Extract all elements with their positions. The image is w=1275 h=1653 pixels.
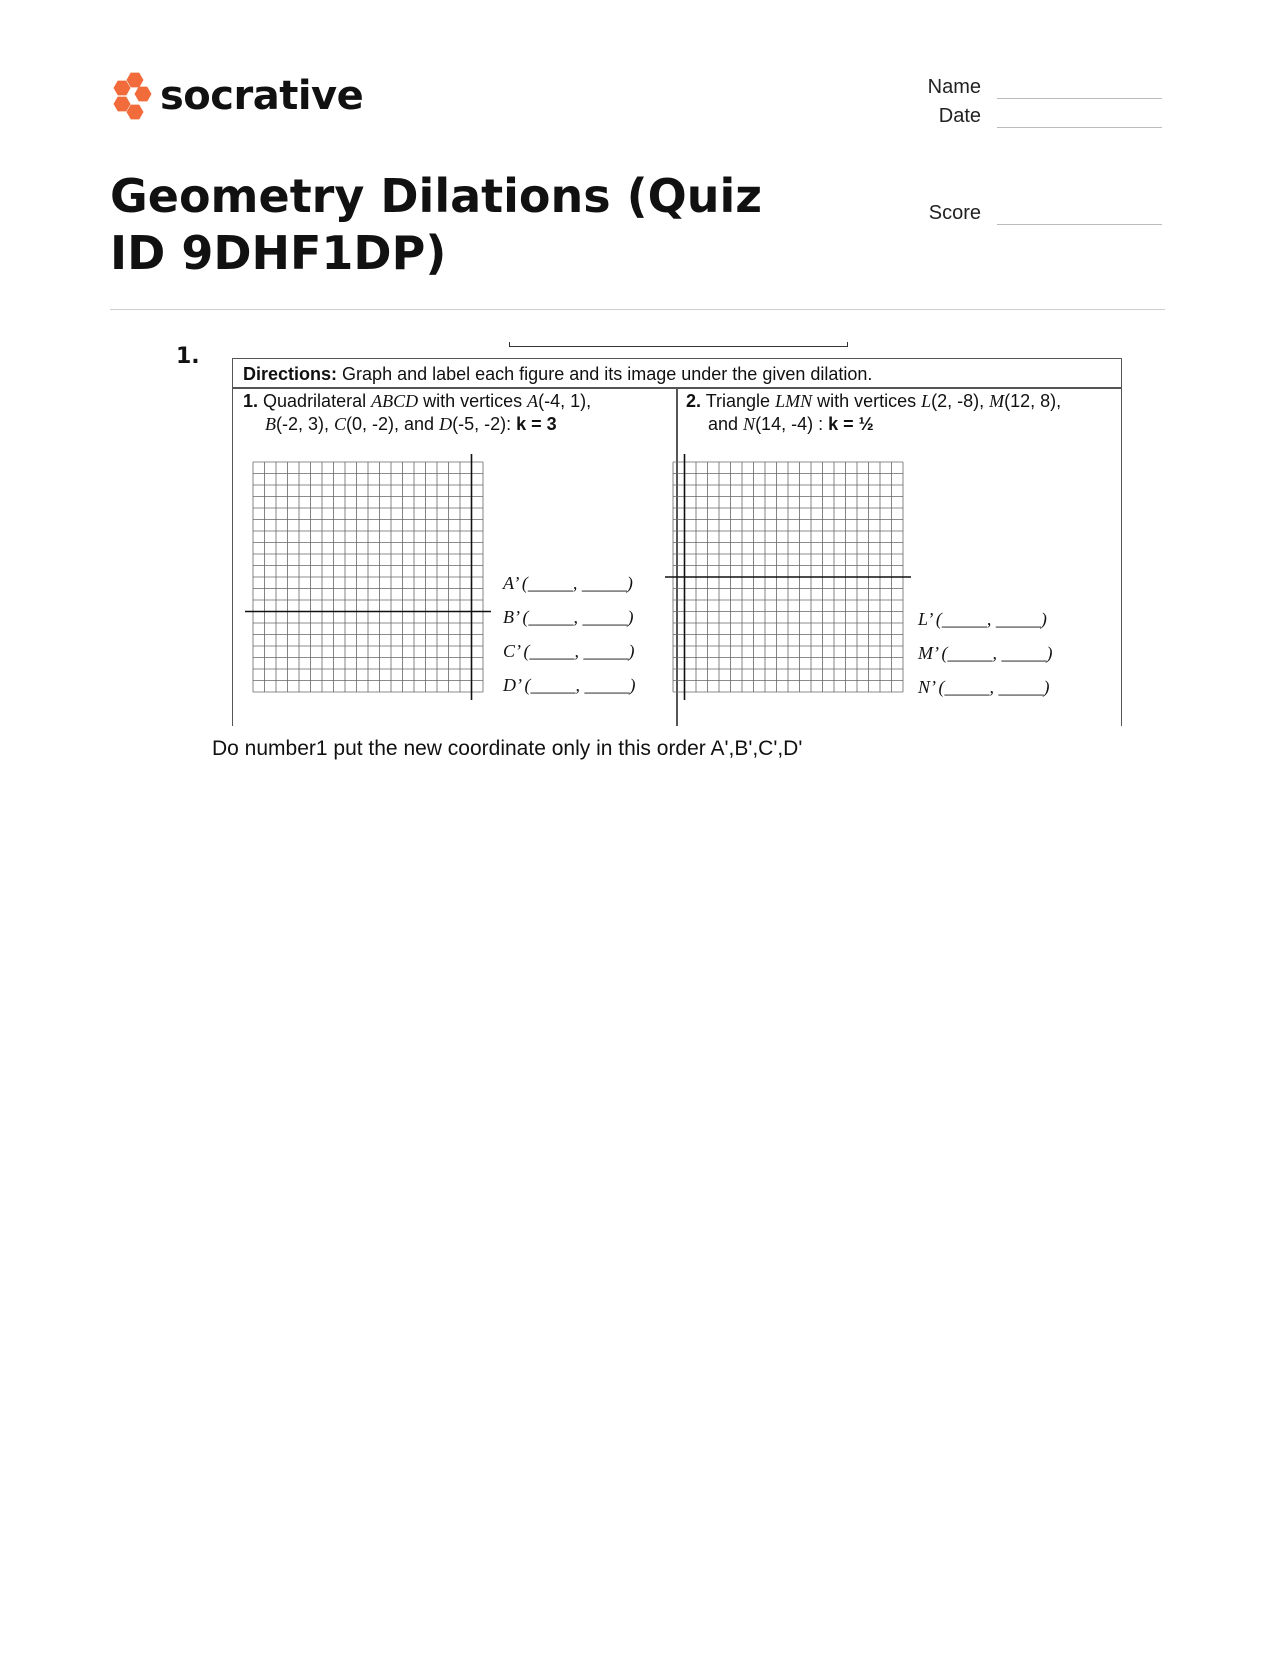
header-divider [110, 309, 1165, 310]
problem-2-text-part: LMN [775, 391, 813, 411]
score-label: Score [928, 202, 981, 224]
coordinate-grid-1 [243, 452, 493, 702]
problem-1-text-part: (-5, -2): [452, 414, 517, 434]
answer-a-prime: A’ (_____, _____) [503, 573, 633, 593]
problem-1-text-part: with vertices [418, 391, 528, 411]
name-field[interactable] [891, 76, 1162, 99]
score-field[interactable] [891, 202, 1162, 225]
problem-2-text-part: (12, 8), [1004, 391, 1062, 411]
problem-1-text-part: (-2, 3), [276, 414, 335, 434]
problem-1-text-part: (-4, 1), [538, 391, 592, 411]
problem-2-text-part: N [743, 414, 756, 434]
problem-1-text-part: A [527, 391, 539, 411]
problem-2-text-part: M [989, 391, 1005, 411]
problem-1-text-part: B [265, 414, 276, 434]
name-line[interactable] [997, 78, 1162, 99]
answer-l-prime: L’ (_____, _____) [918, 609, 1047, 629]
problem-1-number: 1. [243, 391, 259, 411]
problem-2-text-part: and [708, 414, 744, 434]
problem-2-text-part: with vertices [812, 391, 922, 411]
problem-2-text [686, 390, 1061, 436]
date-line[interactable] [997, 107, 1162, 128]
problem-1-text-part: D [439, 414, 453, 434]
problem-2-text-part: (2, -8), [931, 391, 990, 411]
worksheet-box [232, 358, 1122, 726]
answer-c-prime: C’ (_____, _____) [503, 641, 635, 661]
directions [243, 364, 872, 385]
score-line[interactable] [997, 204, 1162, 225]
question-instruction: Do number1 put the new coordinate only in this order A',B',C',D' [212, 737, 803, 760]
date-field[interactable] [891, 105, 1162, 128]
answer-m-prime: M’ (_____, _____) [918, 643, 1053, 663]
problem-1-scale-factor: k = 3 [516, 414, 557, 434]
problem-1-text-part: ABCD [371, 391, 419, 411]
brand-name: socrative [160, 73, 364, 119]
name-label: Name [927, 76, 981, 98]
problem-2-text-part: L [921, 391, 932, 411]
problem-2-text-part: (14, -4) : [755, 414, 829, 434]
directions-label: Directions: [243, 364, 338, 384]
directions-text: Graph and label each figure and its image under the given dilation. [342, 364, 873, 384]
answer-d-prime: D’ (_____, _____) [503, 675, 636, 695]
answer-n-prime: N’ (_____, _____) [918, 677, 1050, 697]
problem-1-text [243, 390, 591, 436]
problem-2-scale-factor: k = ½ [828, 414, 874, 434]
page-title: Geometry Dilations (Quiz ID 9DHF1DP) [110, 169, 763, 280]
problem-2-text-part: Triangle [705, 391, 776, 411]
problem-1-text-part: C [334, 414, 347, 434]
problem-1-text-part: (0, -2), and [346, 414, 440, 434]
answer-b-prime: B’ (_____, _____) [503, 607, 634, 627]
socrative-logo-icon [110, 72, 155, 122]
problem-1-text-part: Quadrilateral [263, 391, 372, 411]
worksheet-top-line [509, 342, 848, 347]
question-number: 1. [176, 344, 200, 369]
problem-2-number: 2. [686, 391, 702, 411]
date-label: Date [938, 105, 981, 127]
worksheet-image [232, 330, 1122, 725]
coordinate-grid-2 [663, 452, 913, 702]
